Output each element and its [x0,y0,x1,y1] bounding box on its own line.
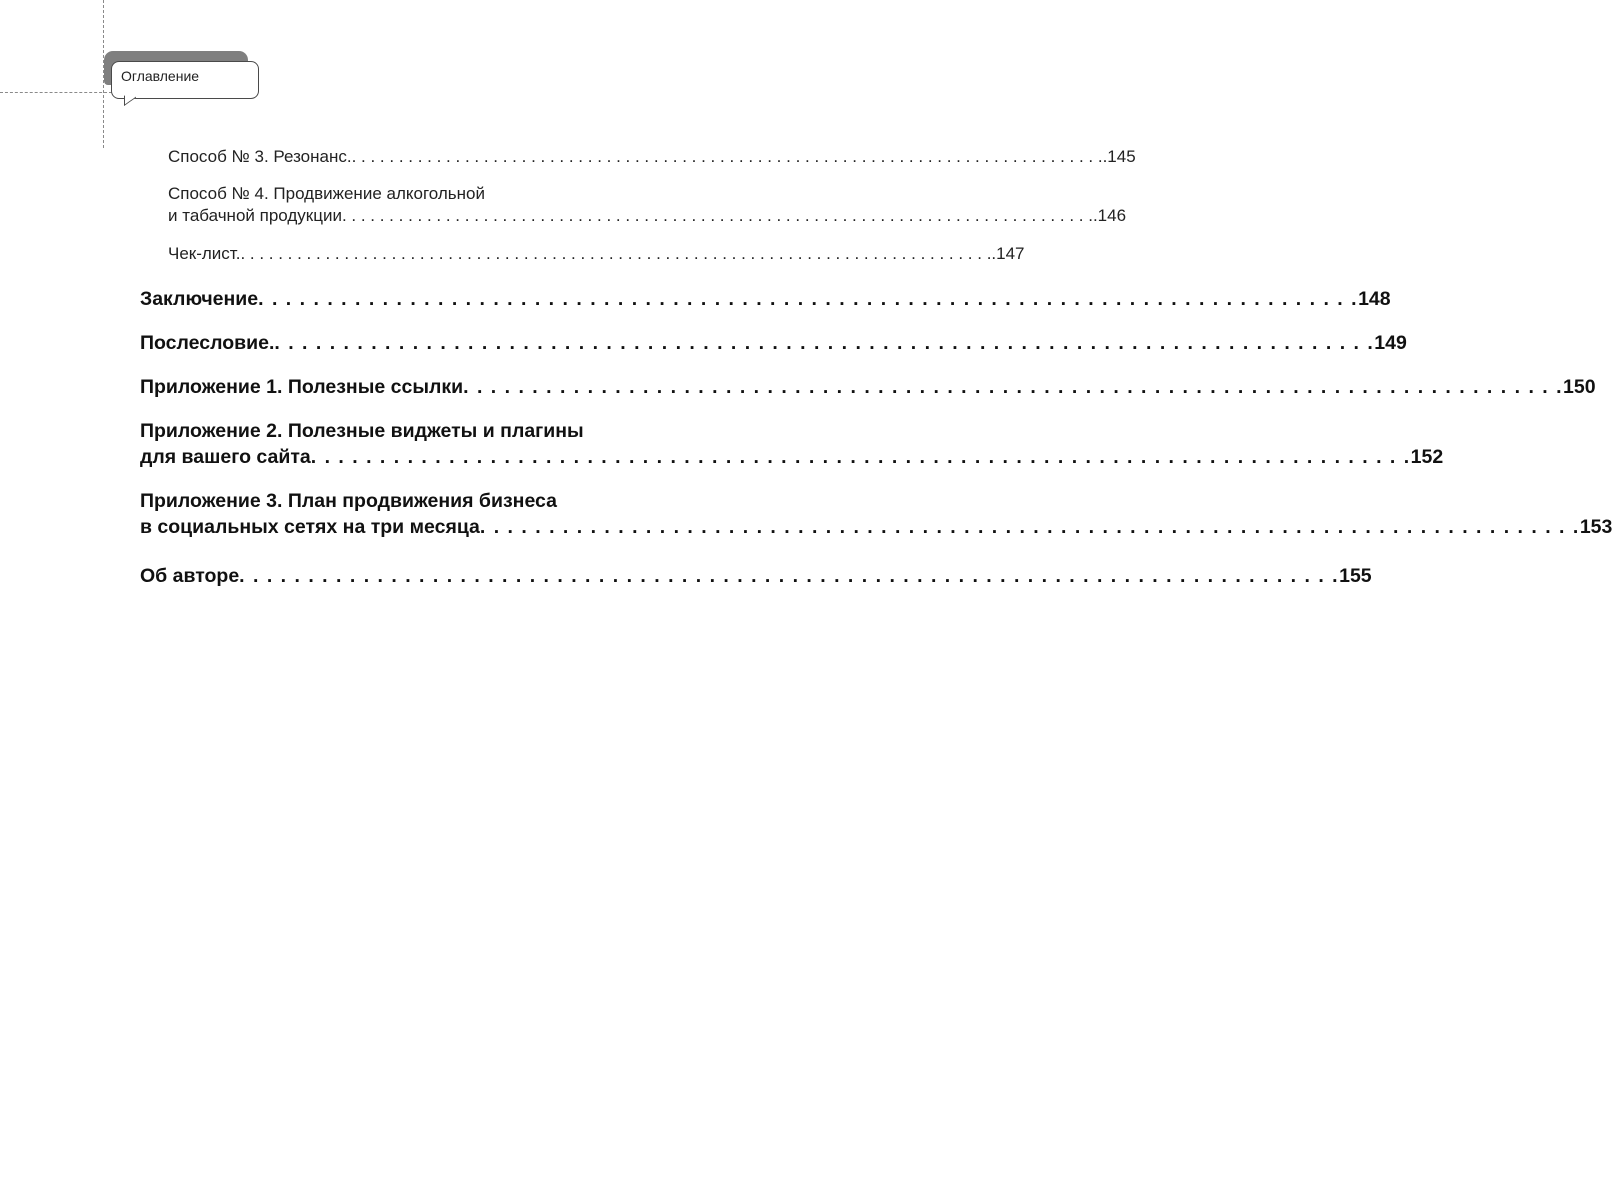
toc-entry-title: Послесловие. [140,332,275,354]
toc-page-number: 148 [1358,288,1391,310]
toc-page-number: 153 [1579,516,1612,538]
toc-entry[interactable] [140,330,1407,356]
toc-entry-title: Способ № 3. Резонанс. [168,147,352,166]
toc-entry-title: Приложение 2. Полезные виджеты и плагины [140,420,584,442]
toc-entry[interactable] [168,243,1025,265]
toc-entry-title: Чек-лист. [168,244,241,263]
toc-page-number: .146 [1092,206,1127,225]
leader-dots: . . . . . . . . . . . . . . . . . . . . . . . . . . . . . . . . . . . . . . . . . . . . . . . . . . . . . . . . . . . . . . . . . . . . . . . . . . . . . . . . [310,446,1411,468]
toc-page-number: 155 [1339,565,1372,587]
leader-dots: . . . . . . . . . . . . . . . . . . . . . . . . . . . . . . . . . . . . . . . . . . . . . . . . . . . . . . . . . . . . . . . . . . . . . . . . . . . . . . . . [341,206,1093,225]
toc-entry[interactable] [168,146,1136,168]
leader-dots: . . . . . . . . . . . . . . . . . . . . . . . . . . . . . . . . . . . . . . . . . . . . . . . . . . . . . . . . . . . . . . . . . . . . . . . . . . . . . . . . [479,516,1580,538]
toc-entry-title: для вашего сайта [140,446,311,468]
toc-page-number: 149 [1374,332,1407,354]
toc-entry-title-line [140,488,694,514]
toc-page-number: .147 [991,244,1025,263]
toc-entry-title-line [140,418,694,444]
toc-entry-title: Приложение 1. Полезные ссылки [140,376,464,398]
toc-page-number: 152 [1410,446,1444,468]
toc-entry-title: Об авторе [140,565,240,587]
toc-page-number: .145 [1102,147,1136,166]
leader-dots: . . . . . . . . . . . . . . . . . . . . . . . . . . . . . . . . . . . . . . . . . . . . . . . . . . . . . . . . . . . . . . . . . . . . . . . . . . . . . . . . [351,147,1103,166]
leader-dots: . . . . . . . . . . . . . . . . . . . . . . . . . . . . . . . . . . . . . . . . . . . . . . . . . . . . . . . . . . . . . . . . . . . . . . . . . . . . . . . . [463,376,1564,398]
leader-dots: . . . . . . . . . . . . . . . . . . . . . . . . . . . . . . . . . . . . . . . . . . . . . . . . . . . . . . . . . . . . . . . . . . . . . . . . . . . . . . . . [258,288,1359,310]
section-title: Оглавление [121,68,200,84]
toc-entry[interactable] [140,418,1444,470]
toc-entry-title: в социальных сетях на три месяца [140,516,480,538]
toc-page-number: 150 [1563,376,1596,398]
leader-dots: . . . . . . . . . . . . . . . . . . . . . . . . . . . . . . . . . . . . . . . . . . . . . . . . . . . . . . . . . . . . . . . . . . . . . . . . . . . . . . . . [274,332,1375,354]
toc-entry-title: Способ № 4. Продвижение алкогольной [168,184,485,203]
toc-entry[interactable] [140,374,1596,400]
leader-dots: . . . . . . . . . . . . . . . . . . . . . . . . . . . . . . . . . . . . . . . . . . . . . . . . . . . . . . . . . . . . . . . . . . . . . . . . . . . . . . . . [240,244,992,263]
toc-entry[interactable] [140,286,1391,312]
toc-entry[interactable] [140,488,1612,540]
toc-entry[interactable] [140,563,1372,589]
toc-entry-title: Заключение [140,288,259,310]
toc-entry[interactable] [168,183,1127,227]
leader-dots: . . . . . . . . . . . . . . . . . . . . . . . . . . . . . . . . . . . . . . . . . . . . . . . . . . . . . . . . . . . . . . . . . . . . . . . . . . . . . . . . [239,565,1340,587]
toc-entry-title: и табачной продукции [168,206,342,225]
toc-entry-title-line [168,183,694,205]
toc-entry-title: Приложение 3. План продвижения бизнеса [140,490,557,512]
